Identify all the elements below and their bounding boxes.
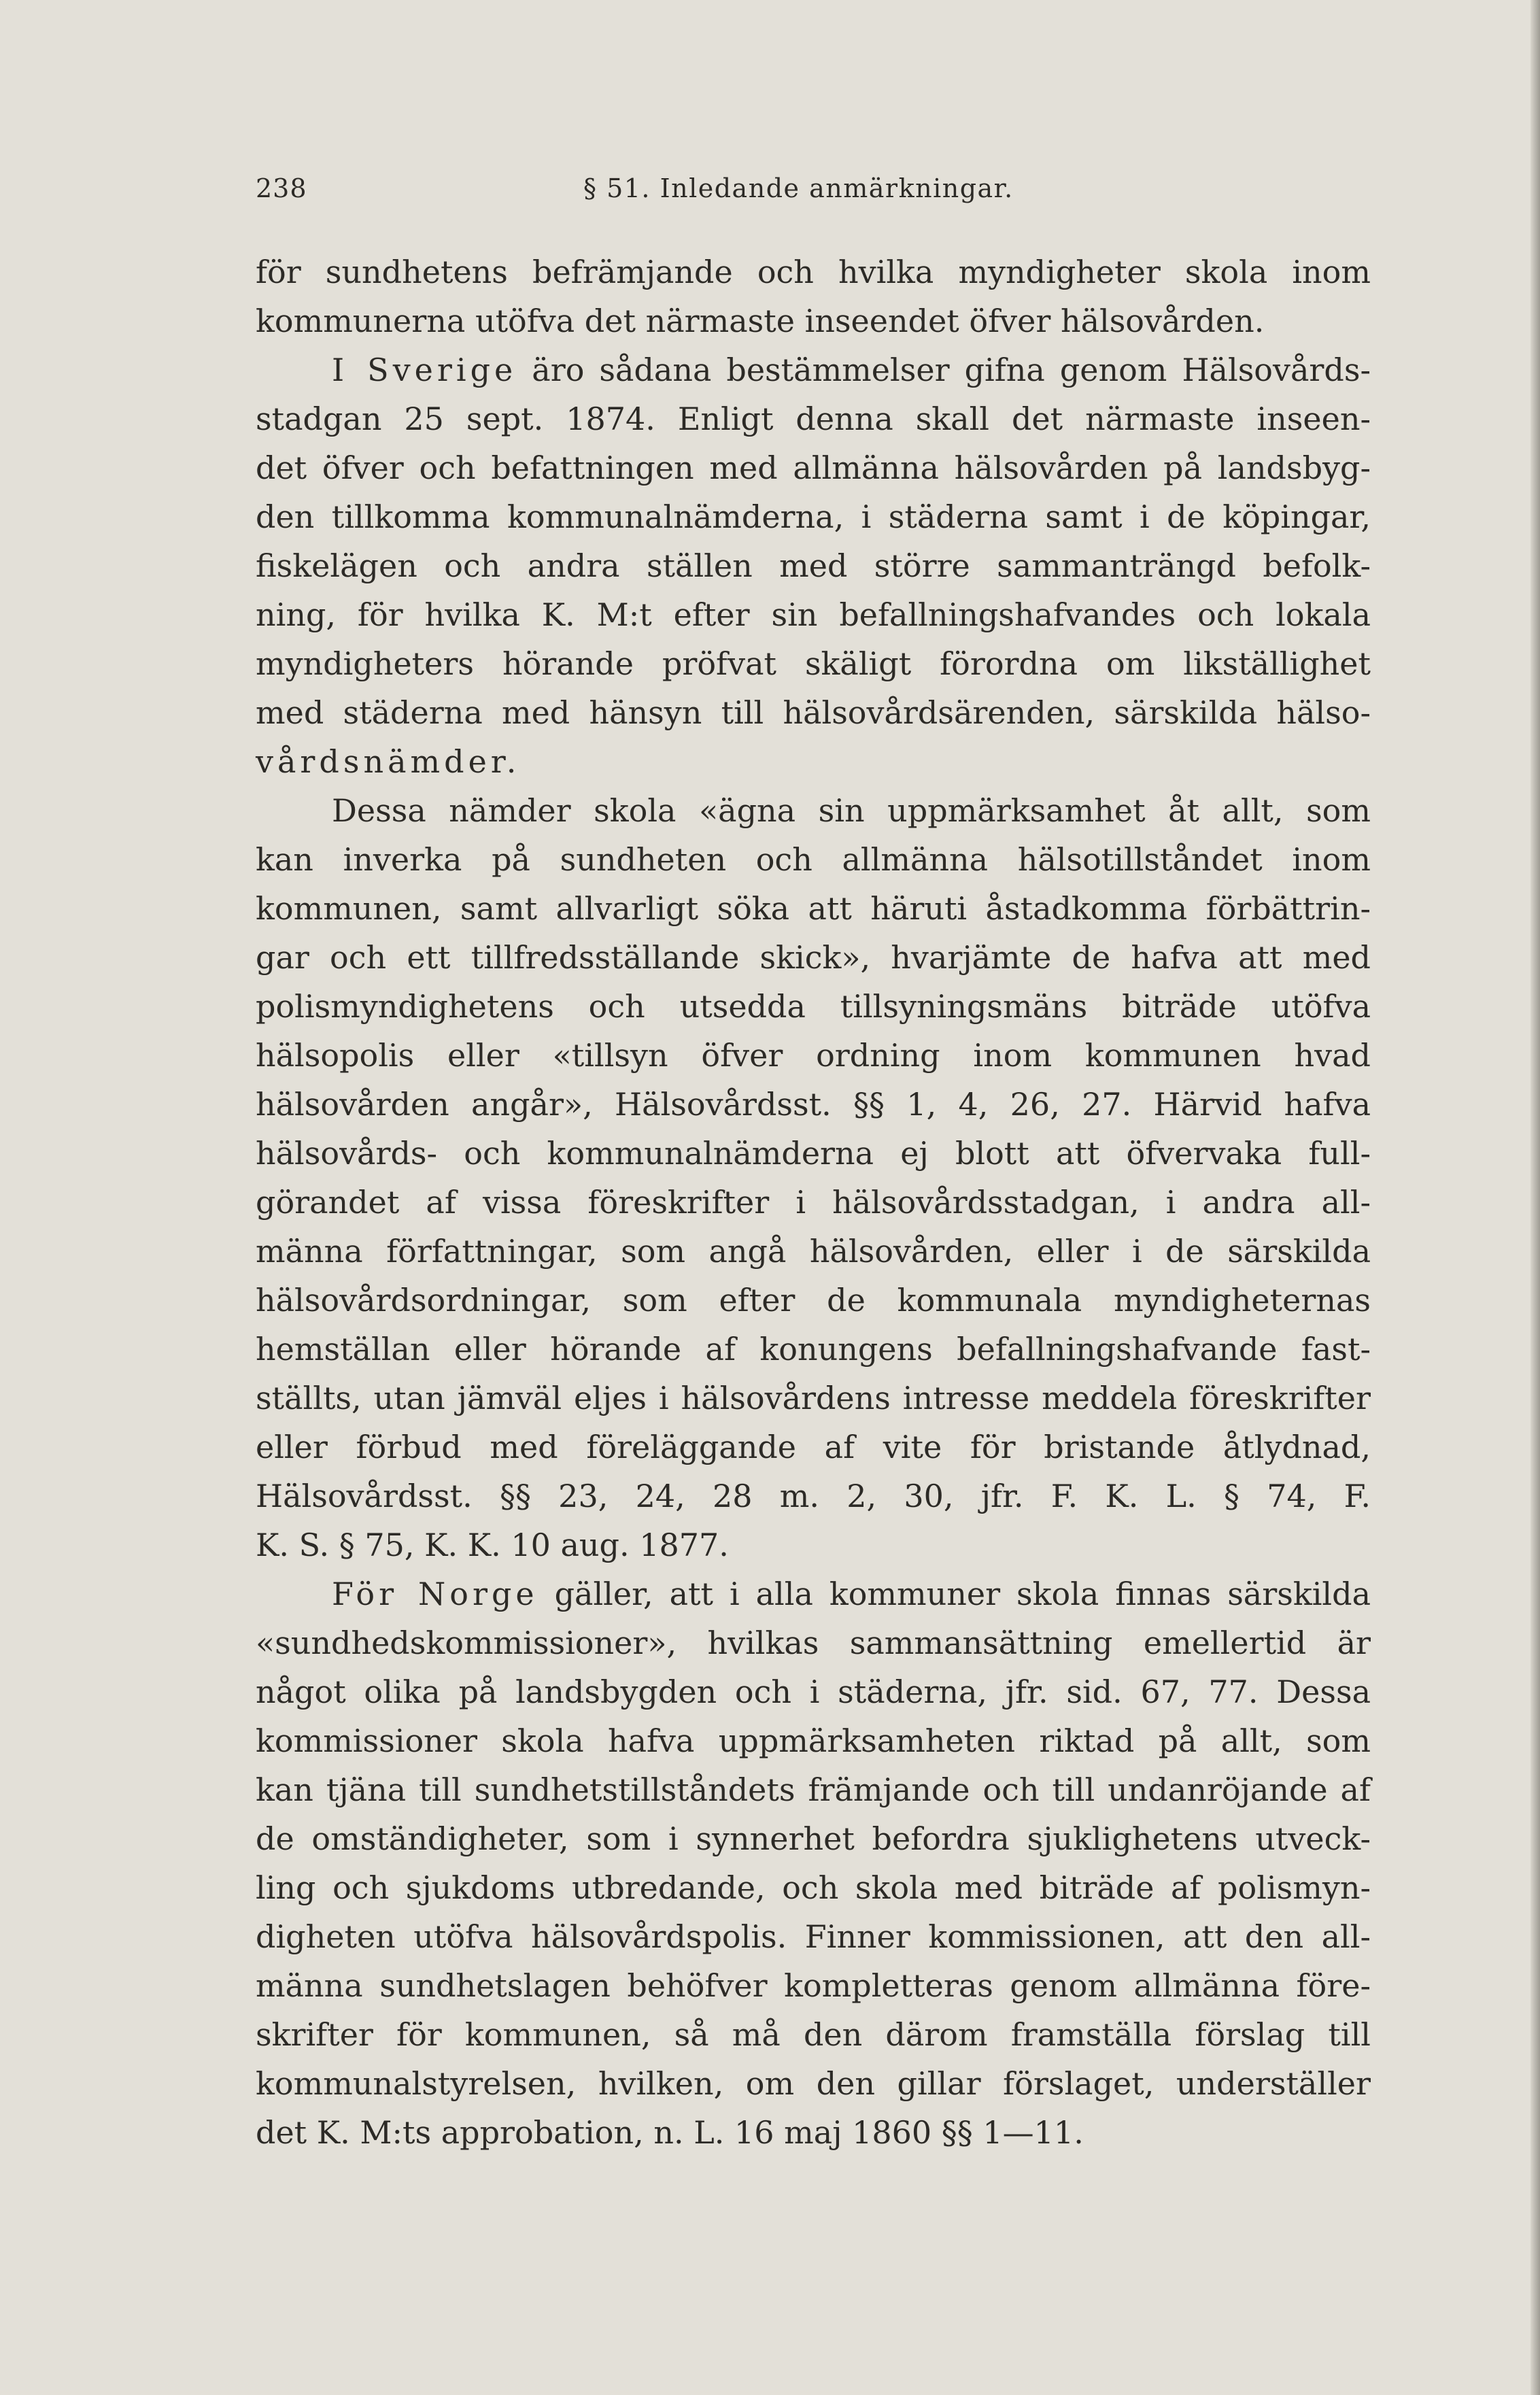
country-heading-norge: För Norge <box>332 1576 538 1612</box>
text-line: «sundhedskommissioner», hvilkas sammansättning emellertid är <box>256 1625 1371 1661</box>
text-line: ling och sjukdoms utbredande, och skola med biträde af polismyn- <box>256 1869 1371 1906</box>
text-line: något olika på landsbygden och i städerna, jfr. sid. 67, 77. Dessa <box>256 1674 1371 1710</box>
text-line: ning, för hvilka K. M:t efter sin befallningshafvandes och lokala <box>256 596 1371 633</box>
text-run: äro sådana bestämmelser gifna genom Hälsovårds- <box>517 352 1371 388</box>
text-line: vårdsnämder. <box>256 743 521 780</box>
text-line: hälsovården angår», Hälsovårdsst. §§ 1, 4, 26, 27. Härvid hafva <box>256 1086 1371 1123</box>
text-line: hälsovårds- och kommunalnämderna ej blott att öfvervaka full- <box>256 1135 1371 1172</box>
country-heading-sverige: I Sverige <box>332 352 517 388</box>
text-line: de omständigheter, som i synnerhet befordra sjuklighetens utveck- <box>256 1820 1371 1857</box>
text-line: kommissioner skola hafva uppmärksamheten riktad på allt, som <box>256 1722 1371 1759</box>
text-line: ställts, utan jämväl eljes i hälsovårdens intresse meddela föreskrifter <box>256 1380 1371 1416</box>
text-line: gar och ett tillfredsställande skick», hvarjämte de hafva att med <box>256 939 1371 976</box>
text-line: K. S. § 75, K. K. 10 aug. 1877. <box>256 1527 729 1563</box>
text-line: kommunalstyrelsen, hvilken, om den gillar förslaget, underställer <box>256 2065 1371 2102</box>
page-edge <box>1530 0 1540 2395</box>
text-line: med städerna med hänsyn till hälsovårdsärenden, särskilda hälso- <box>256 694 1371 731</box>
text-line: det öfver och befattningen med allmänna hälsovården på landsbyg- <box>256 449 1371 486</box>
text-line: görandet af vissa föreskrifter i hälsovårdsstadgan, i andra all- <box>256 1184 1371 1221</box>
text-line: männa författningar, som angå hälsovården, eller i de särskilda <box>256 1233 1371 1270</box>
text-line: kommunen, samt allvarligt söka att häruti åstadkomma förbättrin- <box>256 890 1371 927</box>
text-line: digheten utöfva hälsovårdspolis. Finner kommissionen, att den all- <box>256 1918 1371 1955</box>
text-line: Dessa nämder skola «ägna sin uppmärksamhet åt allt, som <box>332 792 1371 829</box>
section-title: Inledande anmärkningar. <box>660 173 1014 203</box>
text-run: gäller, att i alla kommuner skola finnas särskilda <box>538 1576 1371 1612</box>
text-line: för sundhetens befrämjande och hvilka myndigheter skola inom <box>256 254 1371 290</box>
text-line: eller förbud med föreläggande af vite för bristande åtlydnad, <box>256 1429 1371 1465</box>
text-line: kommunerna utöfva det närmaste inseendet öfver hälsovården. <box>256 303 1265 339</box>
text-line: männa sundhetslagen behöfver kompletteras genom allmänna före- <box>256 1967 1371 2004</box>
section-mark: § 51. <box>583 173 651 203</box>
text-line: polismyndighetens och utsedda tillsyningsmäns biträde utöfva <box>256 988 1371 1025</box>
text-line: kan inverka på sundheten och allmänna hälsotillståndet inom <box>256 841 1371 878</box>
text-line: kan tjäna till sundhetstillståndets främjande och till undanröjande af <box>256 1771 1371 1808</box>
text-line: det K. M:ts approbation, n. L. 16 maj 1860 §§ 1—11. <box>256 2114 1084 2151</box>
page-header <box>256 173 1371 214</box>
text-line <box>256 1569 1371 1618</box>
text-line: myndigheters hörande pröfvat skäligt förordna om likställighet <box>256 645 1371 682</box>
text-line: hälsovårdsordningar, som efter de kommunala myndigheternas <box>256 1282 1371 1319</box>
text-line: stadgan 25 sept. 1874. Enligt denna skall det närmaste inseen- <box>256 401 1371 437</box>
text-line: hemställan eller hörande af konungens befallningshafvande fast- <box>256 1331 1371 1368</box>
running-title <box>583 173 1014 203</box>
text-line: den tillkomma kommunalnämderna, i städerna samt i de köpingar, <box>256 498 1371 535</box>
text-line: fiskelägen och andra ställen med större sammanträngd befolk- <box>256 547 1371 584</box>
text-line: hälsopolis eller «tillsyn öfver ordning inom kommunen hvad <box>256 1037 1371 1074</box>
text-line: Hälsovårdsst. §§ 23, 24, 28 m. 2, 30, jfr. F. K. L. § 74, F. <box>256 1478 1371 1514</box>
text-line <box>256 345 1371 394</box>
body-text <box>256 248 1371 2157</box>
page-number: 238 <box>256 173 307 203</box>
text-line: skrifter för kommunen, så må den därom framställa förslag till <box>256 2016 1371 2053</box>
